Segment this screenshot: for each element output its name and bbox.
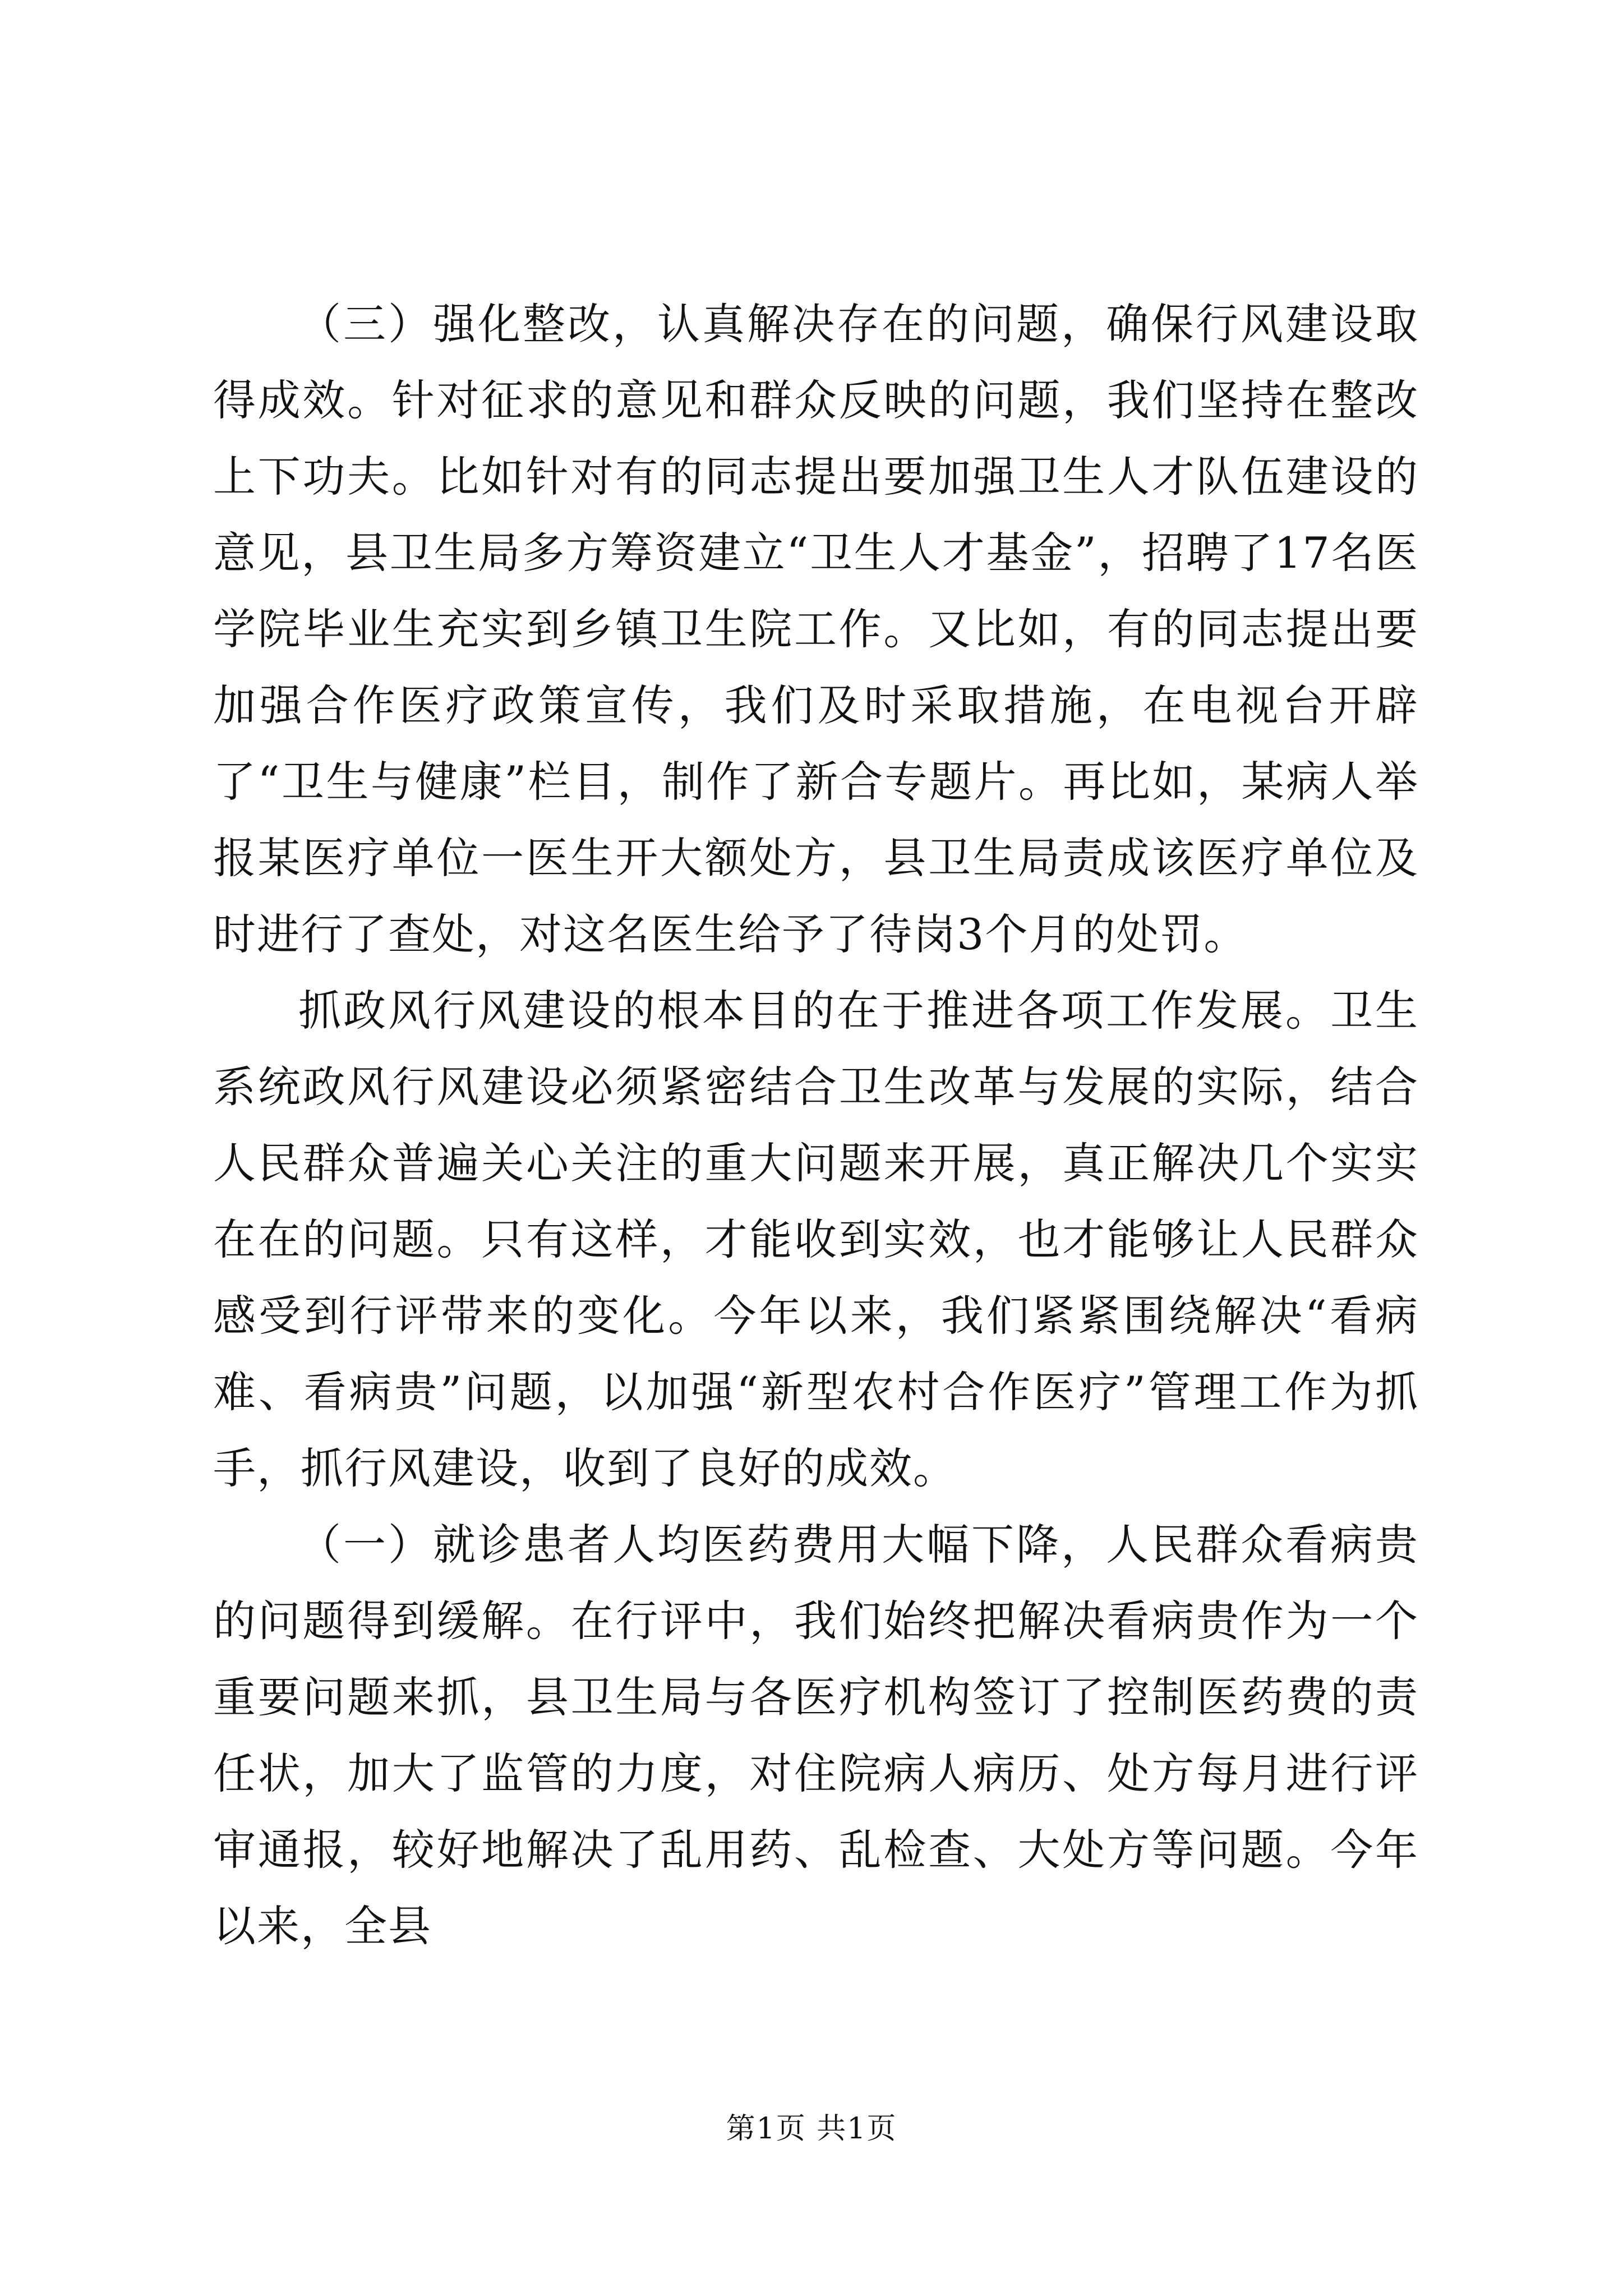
paragraph-rectification: （三）强化整改，认真解决存在的问题，确保行风建设取得成效。针对征求的意见和群众反映的问题，我们坚持在整改上下功夫。比如针对有的同志提出要加强卫生人才队伍建设的意见，县卫生局多方筹资建立“卫生人才基金”，招聘了17名医学院毕业生充实到乡镇卫生院工作。又比如，有的同志提出要加强合作医疗政策宣传，我们及时采取措施，在电视台开辟了“卫生与健康”栏目，制作了新合专题片。再比如，某病人举报某医疗单位一医生开大额处方，县卫生局责成该医疗单位及时进行了查处，对这名医生给予了待岗3个月的处罚。 <box>213 299 1419 959</box>
paragraph-medical-costs: （一）就诊患者人均医药费用大幅下降，人民群众看病贵的问题得到缓解。在行评中，我们始终把解决看病贵作为一个重要问题来抓，县卫生局与各医疗机构签订了控制医药费的责任状，加大了监管的力度，对住院病人病历、处方每月进行评审通报，较好地解决了乱用药、乱检查、大处方等问题。今年以来，全县 <box>213 1520 1419 1951</box>
page-footer: 第1页 共1页 <box>726 2112 897 2146</box>
document-body <box>213 286 1419 1964</box>
paragraph-purpose: 抓政风行风建设的根本目的在于推进各项工作发展。卫生系统政风行风建设必须紧密结合卫生改革与发展的实际，结合人民群众普遍关心关注的重大问题来开展，真正解决几个实实在在的问题。只有这样，才能收到实效，也才能够让人民群众感受到行评带来的变化。今年以来，我们紧紧围绕解决“看病难、看病贵”问题，以加强“新型农村合作医疗”管理工作为抓手，抓行风建设，收到了良好的成效。 <box>213 986 1419 1493</box>
